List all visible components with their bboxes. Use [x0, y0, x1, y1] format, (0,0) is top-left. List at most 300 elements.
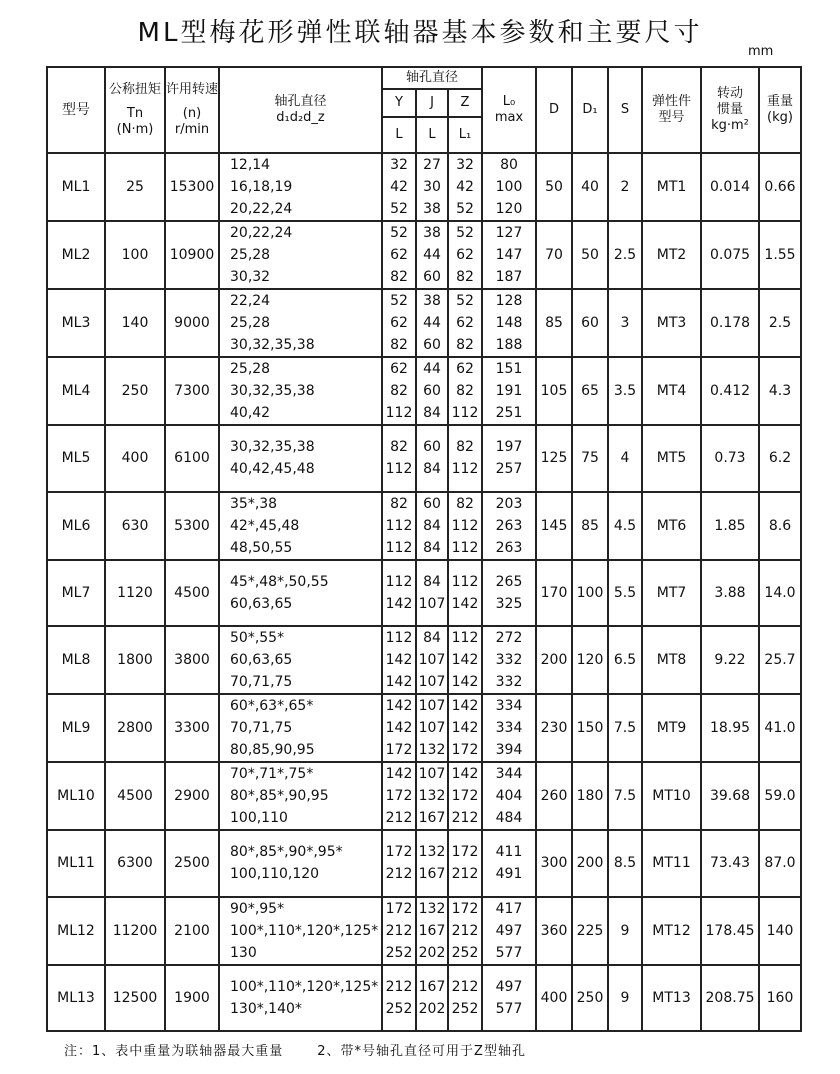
bore-line: 30,32,35,38	[230, 439, 315, 456]
l0-line: 334	[495, 720, 523, 737]
model-cell: ML1	[47, 153, 105, 221]
bore-line: 25,28	[230, 315, 271, 331]
z-length-line: 212	[451, 810, 479, 827]
torque-cell: 6300	[105, 830, 165, 897]
l0-line: 411	[495, 844, 523, 861]
table-row	[47, 425, 801, 492]
y-length-line: 142	[385, 720, 413, 737]
footnote-1: 注：1、表中重量为联轴器最大重量	[64, 1044, 284, 1059]
header-bore: 轴孔直径 d₁d₂d_z	[219, 67, 382, 153]
bore-cell	[219, 221, 382, 289]
model-cell: ML13	[47, 965, 105, 1032]
bore-cell	[219, 965, 382, 1032]
d-cell: 125	[536, 425, 572, 492]
speed-cell: 3800	[165, 626, 219, 694]
y-length-cell	[382, 153, 416, 221]
j-length-line: 44	[423, 247, 441, 263]
s-cell: 9	[608, 897, 642, 965]
torque-cell: 25	[105, 153, 165, 221]
torque-cell: 630	[105, 492, 165, 560]
torque-cell: 400	[105, 425, 165, 492]
l0-line: 187	[495, 269, 523, 285]
j-length-line: 60	[423, 495, 441, 512]
z-length-line: 142	[451, 595, 479, 612]
y-length-cell	[382, 762, 416, 830]
y-length-cell	[382, 425, 416, 492]
j-length-line: 107	[418, 766, 446, 783]
model-cell: ML10	[47, 762, 105, 830]
l0-line: 334	[495, 698, 523, 715]
y-length-line: 172	[385, 844, 413, 861]
l0-line: 344	[495, 766, 523, 783]
bore-line: 70,71,75	[230, 720, 293, 737]
j-length-line: 27	[423, 157, 441, 173]
header-z-l1: L₁	[448, 117, 482, 153]
header-s: S	[608, 67, 642, 153]
bore-line: 22,24	[230, 293, 271, 309]
d1-cell: 40	[572, 153, 608, 221]
header-z: Z	[448, 89, 482, 117]
inertia-cell: 178.45	[701, 897, 759, 965]
z-length-line: 82	[456, 495, 474, 512]
l0-line: 151	[495, 361, 523, 377]
j-length-line: 107	[418, 652, 446, 669]
l0-cell	[482, 289, 536, 357]
s-cell: 7.5	[608, 694, 642, 762]
y-length-line: 52	[390, 293, 408, 309]
bore-line: 90*,95*	[230, 900, 285, 917]
weight-cell: 14.0	[759, 560, 801, 627]
z-length-line: 52	[456, 293, 474, 309]
bore-line: 25,28	[230, 247, 271, 263]
j-length-line: 107	[418, 674, 446, 691]
l0-cell	[482, 357, 536, 425]
y-length-line: 142	[385, 698, 413, 715]
torque-cell: 12500	[105, 965, 165, 1032]
table-row	[47, 221, 801, 289]
j-length-cell	[416, 425, 448, 492]
d-cell: 260	[536, 762, 572, 830]
z-length-line: 82	[456, 383, 474, 399]
table-row	[47, 492, 801, 560]
y-length-line: 82	[390, 337, 408, 353]
z-length-line: 52	[456, 225, 474, 241]
elastic-model-cell: MT11	[642, 830, 701, 897]
d1-cell: 180	[572, 762, 608, 830]
l0-cell	[482, 694, 536, 762]
l0-line: 100	[495, 179, 523, 195]
d1-cell: 150	[572, 694, 608, 762]
l0-line: 191	[495, 383, 523, 399]
d-cell: 360	[536, 897, 572, 965]
torque-cell: 11200	[105, 897, 165, 965]
bore-line: 80*,85*,90*,95*	[230, 844, 343, 861]
header-speed: 许用转速 (n) r/min	[165, 67, 219, 153]
bore-line: 25,28	[230, 361, 271, 377]
j-length-cell	[416, 560, 448, 627]
model-cell: ML4	[47, 357, 105, 425]
elastic-model-cell: MT8	[642, 626, 701, 694]
table-row	[47, 357, 801, 425]
z-length-line: 112	[451, 405, 479, 421]
torque-cell: 1120	[105, 560, 165, 627]
s-cell: 3.5	[608, 357, 642, 425]
l0-cell	[482, 221, 536, 289]
inertia-cell: 0.075	[701, 221, 759, 289]
j-length-cell	[416, 357, 448, 425]
bore-line: 60*,63*,65*	[230, 698, 314, 715]
z-length-line: 112	[451, 539, 479, 556]
d-cell: 230	[536, 694, 572, 762]
z-length-line: 62	[456, 361, 474, 377]
d1-cell: 85	[572, 492, 608, 560]
j-length-line: 38	[423, 225, 441, 241]
l0-line: 263	[495, 517, 523, 534]
table-row	[47, 153, 801, 221]
model-cell: ML7	[47, 560, 105, 627]
weight-cell: 160	[759, 965, 801, 1032]
j-length-cell	[416, 694, 448, 762]
model-cell: ML2	[47, 221, 105, 289]
unit-label: mm	[748, 44, 774, 59]
bore-line: 100,110,120	[230, 866, 320, 883]
d1-cell: 100	[572, 560, 608, 627]
y-length-line: 142	[385, 652, 413, 669]
inertia-cell: 39.68	[701, 762, 759, 830]
j-length-line: 167	[418, 922, 446, 939]
speed-cell: 3300	[165, 694, 219, 762]
s-cell: 2	[608, 153, 642, 221]
torque-cell: 100	[105, 221, 165, 289]
j-length-line: 167	[418, 979, 446, 996]
d-cell: 170	[536, 560, 572, 627]
j-length-line: 107	[418, 595, 446, 612]
z-length-cell	[448, 425, 482, 492]
y-length-line: 112	[385, 539, 413, 556]
coupling-spec-table	[46, 66, 802, 1032]
y-length-line: 112	[385, 630, 413, 647]
z-length-line: 172	[451, 788, 479, 805]
bore-line: 130*,140*	[230, 1001, 302, 1018]
model-cell: ML8	[47, 626, 105, 694]
l0-cell	[482, 425, 536, 492]
weight-cell: 2.5	[759, 289, 801, 357]
d1-cell: 120	[572, 626, 608, 694]
table-row	[47, 560, 801, 627]
header-weight: 重量 (kg)	[759, 67, 801, 153]
y-length-cell	[382, 830, 416, 897]
footnote	[64, 1040, 526, 1059]
weight-cell: 87.0	[759, 830, 801, 897]
bore-cell	[219, 357, 382, 425]
d1-cell: 65	[572, 357, 608, 425]
z-length-cell	[448, 830, 482, 897]
elastic-model-cell: MT12	[642, 897, 701, 965]
inertia-cell: 73.43	[701, 830, 759, 897]
inertia-cell: 0.014	[701, 153, 759, 221]
bore-line: 30,32,35,38	[230, 383, 315, 399]
j-length-cell	[416, 897, 448, 965]
header-j-l: L	[416, 117, 448, 153]
j-length-line: 132	[418, 844, 446, 861]
z-length-line: 112	[451, 461, 479, 478]
j-length-line: 84	[423, 630, 441, 647]
y-length-line: 142	[385, 674, 413, 691]
header-model: 型号	[47, 67, 105, 153]
bore-cell	[219, 289, 382, 357]
l0-cell	[482, 560, 536, 627]
l0-line: 394	[495, 742, 523, 759]
y-length-line: 112	[385, 461, 413, 478]
bore-line: 100*,110*,120*,125*	[230, 979, 379, 996]
weight-cell: 41.0	[759, 694, 801, 762]
l0-cell	[482, 830, 536, 897]
l0-line: 188	[495, 337, 523, 353]
l0-line: 497	[495, 979, 523, 996]
y-length-line: 52	[390, 225, 408, 241]
table-row	[47, 762, 801, 830]
page-title: ML型梅花形弹性联轴器基本参数和主要尺寸	[137, 18, 703, 48]
y-length-line: 62	[390, 247, 408, 263]
header-d: D	[536, 67, 572, 153]
inertia-cell: 1.85	[701, 492, 759, 560]
z-length-line: 142	[451, 674, 479, 691]
y-length-line: 112	[385, 573, 413, 590]
j-length-line: 132	[418, 900, 446, 917]
j-length-cell	[416, 153, 448, 221]
l0-line: 325	[495, 595, 523, 612]
z-length-line: 32	[456, 157, 474, 173]
j-length-line: 107	[418, 720, 446, 737]
l0-line: 491	[495, 866, 523, 883]
model-cell: ML9	[47, 694, 105, 762]
z-length-line: 142	[451, 698, 479, 715]
y-length-line: 142	[385, 766, 413, 783]
y-length-cell	[382, 357, 416, 425]
s-cell: 7.5	[608, 762, 642, 830]
z-length-cell	[448, 762, 482, 830]
z-length-line: 172	[451, 900, 479, 917]
bore-cell	[219, 560, 382, 627]
s-cell: 3	[608, 289, 642, 357]
z-length-cell	[448, 560, 482, 627]
y-length-cell	[382, 694, 416, 762]
l0-line: 484	[495, 810, 523, 827]
bore-line: 30,32	[230, 269, 271, 285]
l0-line: 257	[495, 461, 523, 478]
y-length-line: 112	[385, 405, 413, 421]
d-cell: 85	[536, 289, 572, 357]
l0-cell	[482, 492, 536, 560]
bore-cell	[219, 492, 382, 560]
inertia-cell: 0.412	[701, 357, 759, 425]
speed-cell: 5300	[165, 492, 219, 560]
table-row	[47, 965, 801, 1032]
bore-line: 12,14	[230, 157, 271, 173]
header-y-l: L	[382, 117, 416, 153]
elastic-model-cell: MT2	[642, 221, 701, 289]
l0-line: 404	[495, 788, 523, 805]
bore-line: 60,63,65	[230, 652, 293, 669]
s-cell: 6.5	[608, 626, 642, 694]
j-length-line: 38	[423, 201, 441, 217]
j-length-cell	[416, 762, 448, 830]
header-elastic: 弹性件 型号	[642, 67, 701, 153]
bore-line: 80*,85*,90,95	[230, 788, 329, 805]
bore-line: 20,22,24	[230, 225, 293, 241]
j-length-line: 60	[423, 439, 441, 456]
header-d1: D₁	[572, 67, 608, 153]
s-cell: 8.5	[608, 830, 642, 897]
z-length-cell	[448, 965, 482, 1032]
y-length-line: 172	[385, 742, 413, 759]
elastic-model-cell: MT6	[642, 492, 701, 560]
weight-cell: 25.7	[759, 626, 801, 694]
j-length-cell	[416, 221, 448, 289]
y-length-line: 42	[390, 179, 408, 195]
j-length-cell	[416, 492, 448, 560]
d-cell: 70	[536, 221, 572, 289]
l0-line: 577	[495, 944, 523, 961]
l0-line: 577	[495, 1001, 523, 1018]
bore-cell	[219, 897, 382, 965]
y-length-line: 252	[385, 1001, 413, 1018]
d-cell: 50	[536, 153, 572, 221]
y-length-cell	[382, 221, 416, 289]
bore-line: 130	[230, 944, 257, 961]
bore-line: 42*,45,48	[230, 517, 300, 534]
bore-line: 20,22,24	[230, 201, 293, 217]
z-length-line: 62	[456, 247, 474, 263]
y-length-cell	[382, 289, 416, 357]
j-length-line: 84	[423, 539, 441, 556]
y-length-line: 82	[390, 383, 408, 399]
speed-cell: 2900	[165, 762, 219, 830]
z-length-line: 112	[451, 630, 479, 647]
speed-cell: 1900	[165, 965, 219, 1032]
bore-cell	[219, 694, 382, 762]
y-length-line: 212	[385, 810, 413, 827]
bore-line: 50*,55*	[230, 630, 285, 647]
model-cell: ML6	[47, 492, 105, 560]
bore-line: 40,42	[230, 405, 271, 421]
j-length-line: 202	[418, 1001, 446, 1018]
y-length-cell	[382, 626, 416, 694]
inertia-cell: 9.22	[701, 626, 759, 694]
l0-line: 417	[495, 900, 523, 917]
z-length-line: 212	[451, 979, 479, 996]
s-cell: 4.5	[608, 492, 642, 560]
model-cell: ML3	[47, 289, 105, 357]
j-length-line: 132	[418, 788, 446, 805]
y-length-line: 212	[385, 922, 413, 939]
l0-line: 148	[495, 315, 523, 331]
bore-line: 40,42,45,48	[230, 461, 315, 478]
z-length-line: 142	[451, 720, 479, 737]
header-torque: 公称扭矩 Tn (N·m)	[105, 67, 165, 153]
z-length-line: 172	[451, 844, 479, 861]
weight-cell: 6.2	[759, 425, 801, 492]
speed-cell: 9000	[165, 289, 219, 357]
j-length-line: 44	[423, 361, 441, 377]
z-length-cell	[448, 153, 482, 221]
y-length-line: 52	[390, 201, 408, 217]
z-length-line: 252	[451, 1001, 479, 1018]
z-length-cell	[448, 492, 482, 560]
d1-cell: 50	[572, 221, 608, 289]
d1-cell: 60	[572, 289, 608, 357]
speed-cell: 2100	[165, 897, 219, 965]
header-bore-length: 轴孔直径	[382, 67, 482, 89]
j-length-line: 60	[423, 383, 441, 399]
z-length-line: 42	[456, 179, 474, 195]
l0-line: 251	[495, 405, 523, 421]
l0-cell	[482, 153, 536, 221]
j-length-line: 38	[423, 293, 441, 309]
elastic-model-cell: MT13	[642, 965, 701, 1032]
j-length-line: 84	[423, 573, 441, 590]
weight-cell: 4.3	[759, 357, 801, 425]
j-length-line: 84	[423, 461, 441, 478]
j-length-line: 167	[418, 810, 446, 827]
bore-line: 70,71,75	[230, 674, 293, 691]
d-cell: 200	[536, 626, 572, 694]
weight-cell: 59.0	[759, 762, 801, 830]
s-cell: 5.5	[608, 560, 642, 627]
speed-cell: 2500	[165, 830, 219, 897]
j-length-line: 44	[423, 315, 441, 331]
header-inertia: 转动 惯量 kg·m²	[701, 67, 759, 153]
speed-cell: 7300	[165, 357, 219, 425]
table-row	[47, 289, 801, 357]
elastic-model-cell: MT7	[642, 560, 701, 627]
l0-line: 272	[495, 630, 523, 647]
s-cell: 4	[608, 425, 642, 492]
j-length-line: 30	[423, 179, 441, 195]
weight-cell: 8.6	[759, 492, 801, 560]
elastic-model-cell: MT4	[642, 357, 701, 425]
l0-line: 120	[495, 201, 523, 217]
y-length-line: 112	[385, 517, 413, 534]
y-length-line: 62	[390, 315, 408, 331]
l0-line: 263	[495, 539, 523, 556]
l0-line: 265	[495, 573, 523, 590]
y-length-line: 82	[390, 269, 408, 285]
y-length-line: 142	[385, 595, 413, 612]
y-length-line: 212	[385, 979, 413, 996]
bore-line: 30,32,35,38	[230, 337, 315, 353]
l0-line: 128	[495, 293, 523, 309]
bore-line: 100,110	[230, 810, 288, 827]
torque-cell: 1800	[105, 626, 165, 694]
l0-cell	[482, 762, 536, 830]
bore-line: 16,18,19	[230, 179, 293, 195]
z-length-line: 252	[451, 944, 479, 961]
y-length-line: 32	[390, 157, 408, 173]
elastic-model-cell: MT3	[642, 289, 701, 357]
j-length-cell	[416, 289, 448, 357]
y-length-cell	[382, 492, 416, 560]
z-length-line: 82	[456, 439, 474, 456]
z-length-cell	[448, 626, 482, 694]
s-cell: 2.5	[608, 221, 642, 289]
y-length-cell	[382, 560, 416, 627]
y-length-line: 212	[385, 866, 413, 883]
torque-cell: 4500	[105, 762, 165, 830]
l0-line: 497	[495, 922, 523, 939]
l0-cell	[482, 965, 536, 1032]
elastic-model-cell: MT9	[642, 694, 701, 762]
